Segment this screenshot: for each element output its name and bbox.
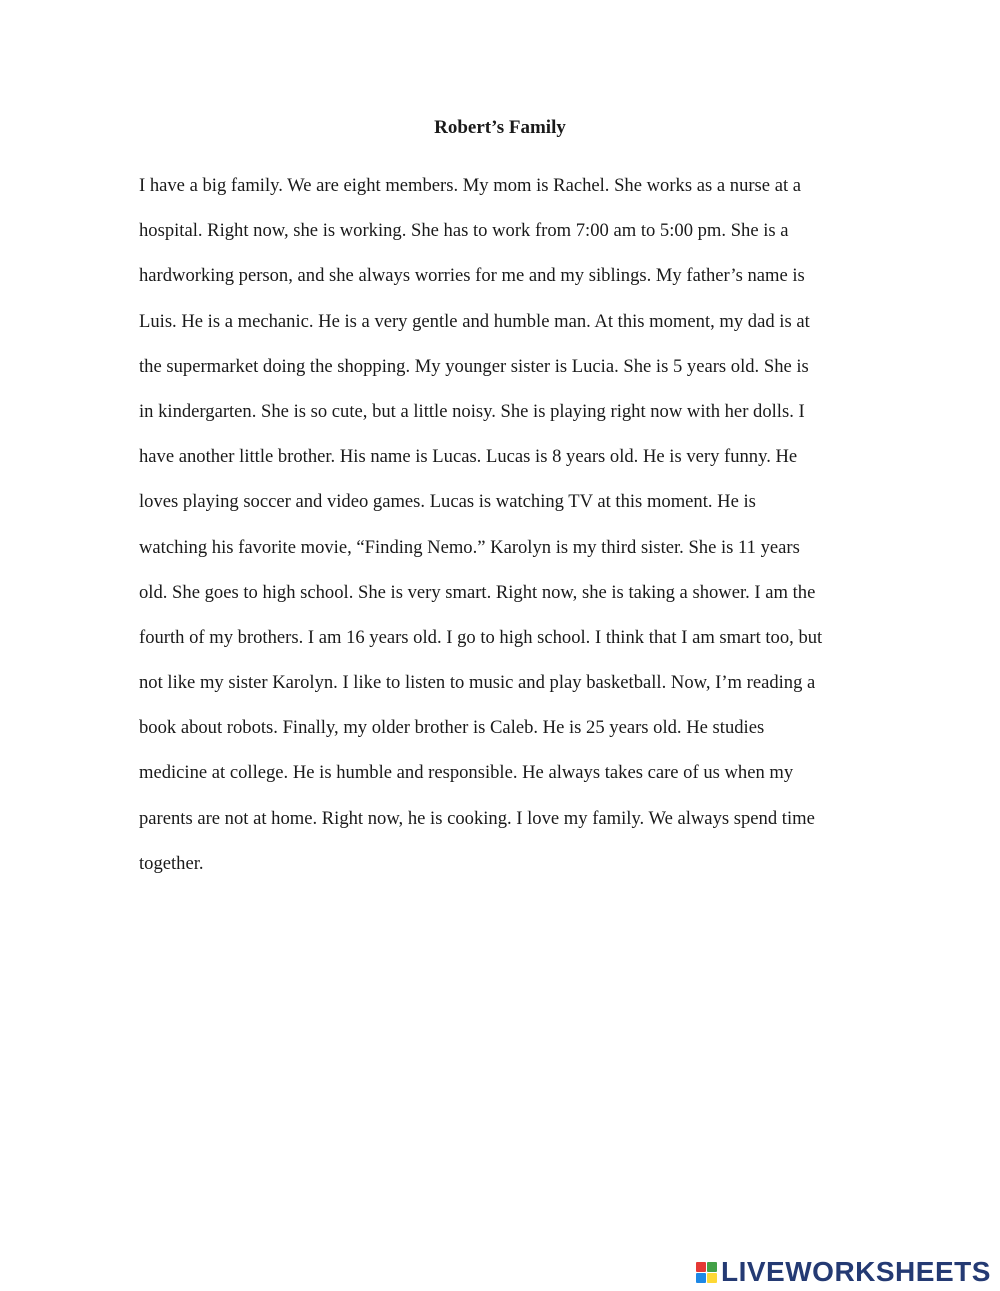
- document-title: Robert’s Family: [434, 117, 566, 138]
- paragraph-line: old. She goes to high school. She is very smart. Right now, she is taking a shower. I am the: [139, 581, 816, 603]
- paragraph-line: together.: [139, 852, 204, 874]
- paragraph-line: the supermarket doing the shopping. My younger sister is Lucia. She is 5 years old. She is: [139, 355, 809, 377]
- paragraph-line: not like my sister Karolyn. I like to listen to music and play basketball. Now, I’m reading a: [139, 672, 816, 694]
- paragraph-line: have another little brother. His name is Lucas. Lucas is 8 years old. He is very funny. He: [139, 446, 798, 468]
- logo-text: LIVEWORKSHEETS: [721, 1256, 991, 1287]
- paragraph-line: watching his favorite movie, “Finding Nemo.” Karolyn is my third sister. She is 11 years: [139, 536, 800, 558]
- paragraph-line: hardworking person, and she always worries for me and my siblings. My father’s name is: [139, 265, 805, 287]
- logo-square-blue: [696, 1273, 706, 1283]
- paragraph-line: medicine at college. He is humble and responsible. He always takes care of us when my: [139, 762, 794, 784]
- logo-square-yellow: [707, 1273, 717, 1283]
- paragraph-line: hospital. Right now, she is working. She has to work from 7:00 am to 5:00 pm. She is a: [139, 220, 789, 242]
- liveworksheets-logo-icon: [696, 1262, 717, 1283]
- paragraph-line: I have a big family. We are eight members. My mom is Rachel. She works as a nurse at a: [139, 175, 802, 196]
- paragraph-line: loves playing soccer and video games. Lucas is watching TV at this moment. He is: [139, 491, 756, 513]
- paragraph-line: Luis. He is a mechanic. He is a very gentle and humble man. At this moment, my dad is at: [139, 310, 810, 332]
- liveworksheets-logo: [696, 1256, 996, 1288]
- logo-square-green: [707, 1262, 717, 1272]
- paragraph-line: book about robots. Finally, my older brother is Caleb. He is 25 years old. He studies: [139, 717, 765, 739]
- paragraph-line: parents are not at home. Right now, he is cooking. I love my family. We always spend time: [139, 807, 815, 829]
- story-paragraph: [139, 172, 879, 895]
- logo-square-red: [696, 1262, 706, 1272]
- paragraph-line: fourth of my brothers. I am 16 years old. I go to high school. I think that I am smart too, but: [139, 626, 823, 648]
- paragraph-line: in kindergarten. She is so cute, but a little noisy. She is playing right now with her dolls. I: [139, 400, 805, 422]
